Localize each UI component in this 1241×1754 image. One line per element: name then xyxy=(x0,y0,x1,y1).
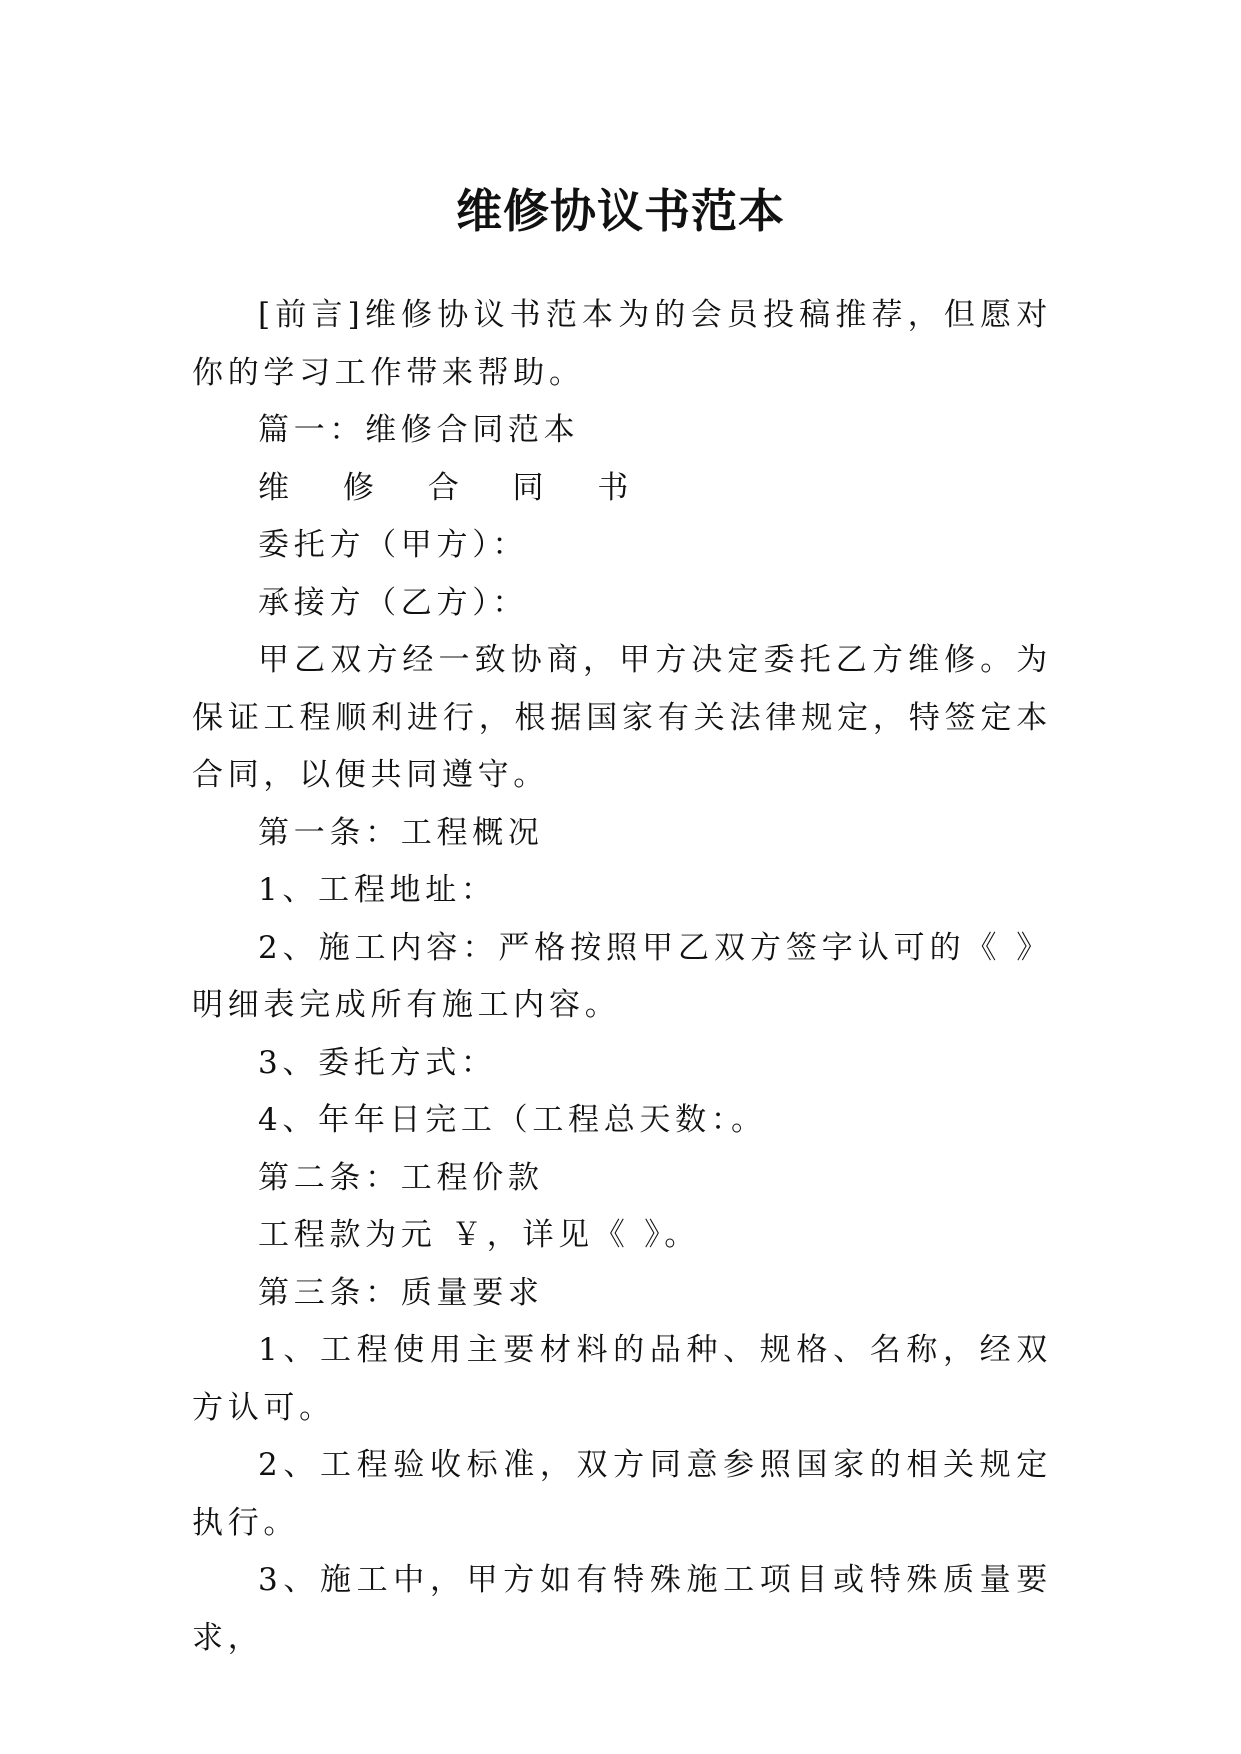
clause-line: 工程款为元 ￥，详见《 》。 xyxy=(258,1217,701,1253)
clause-line: 2、施工内容：严格按照甲乙双方签字认可的《 》明细表完成所有施工内容。 xyxy=(192,929,1052,1023)
clause-line: 4、年年日完工（工程总天数：。 xyxy=(258,1102,767,1138)
document-body xyxy=(192,287,1052,1667)
article-heading: 第三条：质量要求 xyxy=(258,1274,544,1311)
article-heading: 第二条：工程价款 xyxy=(258,1159,544,1196)
clause-line: 2、工程验收标准，双方同意参照国家的相关规定执行。 xyxy=(192,1447,1052,1541)
agreement-paragraph: 甲乙双方经一致协商，甲方决定委托乙方维修。为保证工程顺利进行，根据国家有关法律规定，特签定本合同，以便共同遵守。 xyxy=(192,642,1052,793)
party-a-line: 委托方（甲方）： xyxy=(258,527,529,563)
clause-line: 1、工程地址： xyxy=(258,872,497,908)
article-heading: 第一条：工程概况 xyxy=(258,814,544,851)
clause-line: 1、工程使用主要材料的品种、规格、名称，经双方认可。 xyxy=(192,1332,1052,1426)
clause-line: 3、施工中，甲方如有特殊施工项目或特殊质量要求， xyxy=(192,1562,1052,1656)
document-title: 维修协议书范本 xyxy=(456,183,785,238)
preface-paragraph: [前言]维修协议书范本为的会员投稿推荐，但愿对你的学习工作带来帮助。 xyxy=(192,297,1052,391)
party-b-line: 承接方（乙方）： xyxy=(258,584,529,621)
section-heading: 篇一：维修合同范本 xyxy=(258,412,580,448)
clause-line: 3、委托方式： xyxy=(258,1044,497,1081)
contract-heading: 维 修 合 同 书 xyxy=(258,469,651,506)
